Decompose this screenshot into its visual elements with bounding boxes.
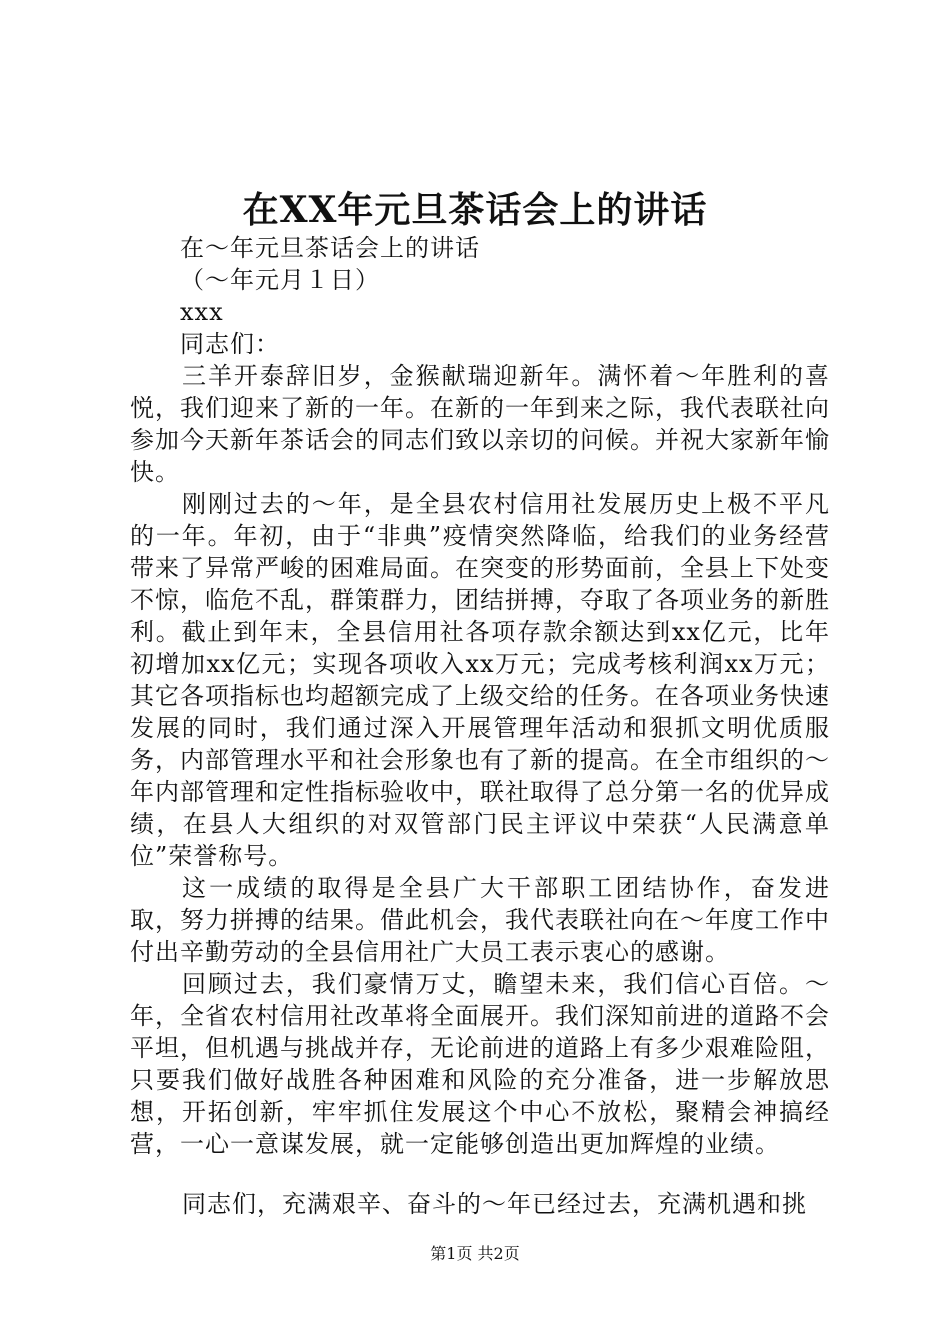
document-title: 在XX年元旦茶话会上的讲话: [242, 189, 708, 231]
paragraph-2: 刚刚过去的～年，是全县农村信用社发展历史上极不平凡的一年。年初，由于“非典”疫情突然降临，给我们的业务经营带来了异常严峻的困难局面。在突变的形势面前，全县上下处变不惊，临危不乱，群策群力，团结拼搏，夺取了各项业务的新胜利。截止到年末，全县信用社各项存款余额达到xx亿元，比年初增加xx亿元；实现各项收入xx万元；完成考核利润xx万元；其它各项指标也均超额完成了上级交给的任务。在各项业务快速发展的同时，我们通过深入开展管理年活动和狠抓文明优质服务，内部管理水平和社会形象也有了新的提高。在全市组织的～年内部管理和定性指标验收中，联社取得了总分第一名的优异成绩，在县人大组织的对双管部门民主评议中荣获“人民满意单位”荣誉称号。: [130, 490, 830, 870]
paragraph-5: 同志们，充满艰辛、奋斗的～年已经过去，充满机遇和挑: [182, 1190, 807, 1218]
salutation: 同志们：: [180, 330, 280, 358]
document-body: [130, 232, 830, 1220]
page-footer: 第1页 共2页: [430, 1244, 520, 1263]
speech-date: （～年元月１日）: [180, 266, 380, 294]
paragraph-1: 三羊开泰辞旧岁，金猴献瑞迎新年。满怀着～年胜利的喜悦，我们迎来了新的一年。在新的一年到来之际，我代表联社向参加今天新年茶话会的同志们致以亲切的问候。并祝大家新年愉快。: [130, 362, 830, 486]
speech-subtitle: 在～年元旦茶话会上的讲话: [180, 234, 480, 262]
speaker-name: xxx: [180, 298, 224, 326]
paragraph-3: 这一成绩的取得是全县广大干部职工团结协作，奋发进取，努力拼搏的结果。借此机会，我代表联社向在～年度工作中付出辛勤劳动的全县信用社广大员工表示衷心的感谢。: [130, 874, 830, 966]
paragraph-4: 回顾过去，我们豪情万丈，瞻望未来，我们信心百倍。～年，全省农村信用社改革将全面展开。我们深知前进的道路不会平坦，但机遇与挑战并存，无论前进的道路上有多少艰难险阻，只要我们做好战胜各种困难和风险的充分准备，进一步解放思想，开拓创新，牢牢抓住发展这个中心不放松，聚精会神搞经营，一心一意谋发展，就一定能够创造出更加辉煌的业绩。: [130, 970, 830, 1158]
